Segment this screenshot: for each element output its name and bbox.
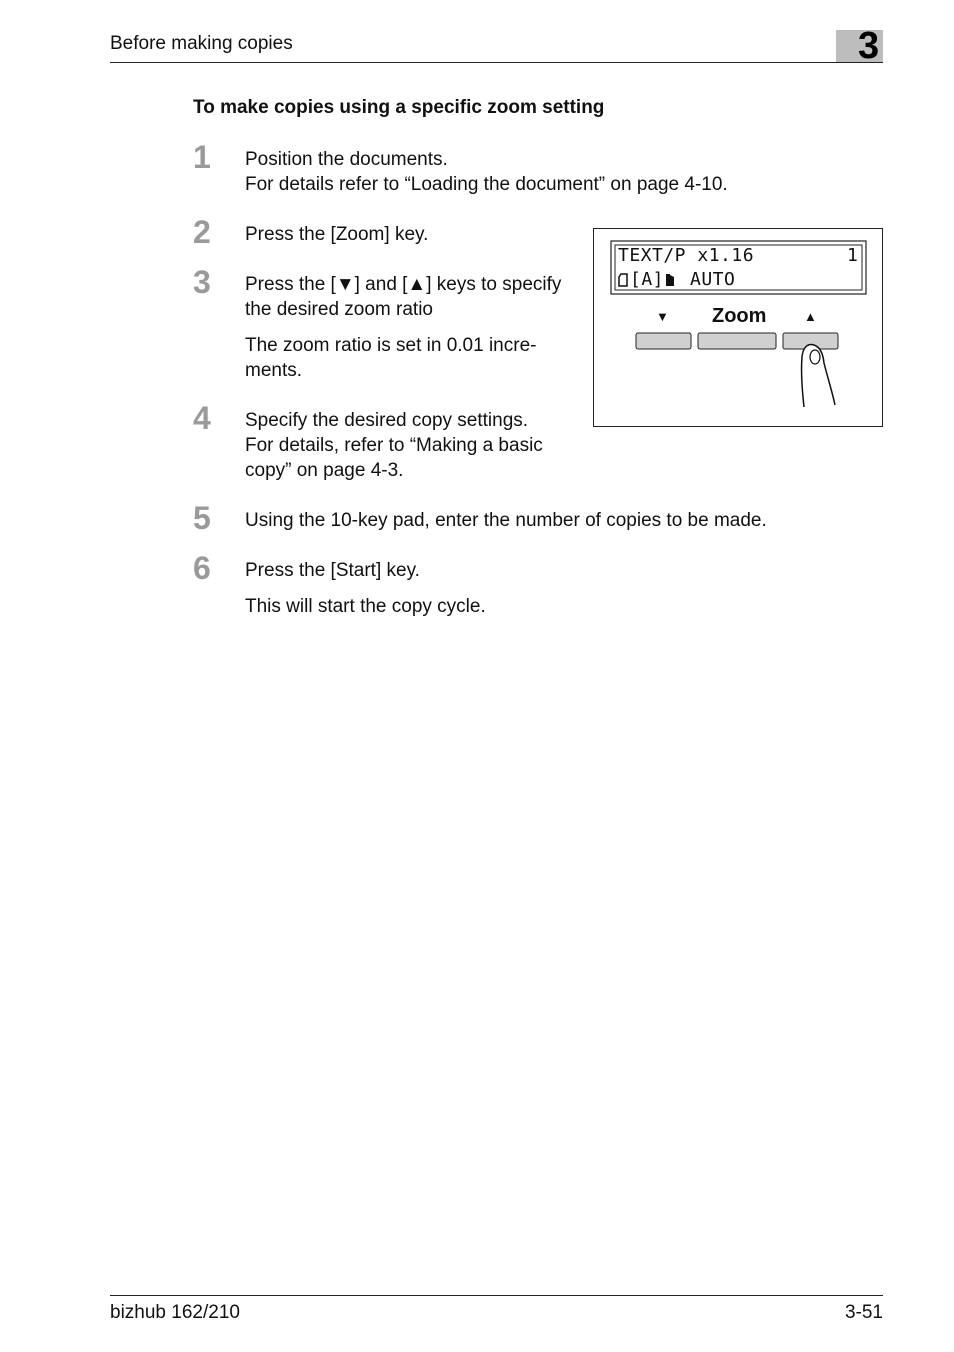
step-number-6: 6 bbox=[193, 550, 211, 586]
lcd-paper-mode: AUTO bbox=[690, 269, 736, 290]
step-6-note-line-1: This will start the copy cycle. bbox=[245, 596, 486, 617]
step-2-text bbox=[245, 222, 428, 247]
header-rule bbox=[110, 62, 883, 63]
step-6-text bbox=[245, 558, 420, 583]
step-3-note bbox=[245, 333, 536, 383]
step-2-line-1: Press the [Zoom] key. bbox=[245, 224, 429, 245]
up-arrow-icon: ▲ bbox=[804, 309, 817, 324]
step-3-note-line-1: The zoom ratio is set in 0.01 incre- bbox=[245, 335, 537, 356]
finger-drawing bbox=[802, 345, 835, 408]
running-header: Before making copies bbox=[110, 33, 293, 54]
footer-rule bbox=[110, 1295, 883, 1296]
step-1-line-1: Position the documents. bbox=[245, 149, 448, 170]
step-4-line-1: Specify the desired copy settings. bbox=[245, 410, 529, 431]
zoom-key-label: Zoom bbox=[712, 305, 767, 327]
chapter-number: 3 bbox=[858, 25, 880, 67]
step-4-line-3: copy” on page 4-3. bbox=[245, 460, 404, 481]
step-number-1: 1 bbox=[193, 139, 211, 175]
down-key bbox=[636, 333, 691, 349]
step-number-4: 4 bbox=[193, 400, 211, 436]
control-panel-illustration bbox=[593, 228, 883, 427]
step-6-line-1: Press the [Start] key. bbox=[245, 560, 420, 581]
step-6-note bbox=[245, 594, 486, 619]
step-3-line-1: Press the [▼] and [▲] keys to specify bbox=[245, 274, 562, 295]
step-3-text bbox=[245, 272, 561, 322]
step-3-line-2: the desired zoom ratio bbox=[245, 299, 433, 320]
footer-model: bizhub 162/210 bbox=[110, 1302, 240, 1323]
lcd-line-1: TEXT/P x1.16 bbox=[618, 245, 755, 266]
step-number-5: 5 bbox=[193, 500, 211, 536]
step-5-text bbox=[245, 508, 767, 533]
step-1-text bbox=[245, 147, 728, 197]
step-4-text bbox=[245, 408, 543, 483]
lcd-copies: 1 bbox=[847, 245, 859, 266]
step-3-note-line-2: ments. bbox=[245, 360, 303, 381]
step-number-2: 2 bbox=[193, 214, 211, 250]
lcd-paper-size: [A] bbox=[630, 269, 665, 290]
step-number-3: 3 bbox=[193, 264, 211, 300]
original-icon bbox=[619, 274, 627, 286]
step-5-line-1: Using the 10-key pad, enter the number of copies to be made. bbox=[245, 510, 767, 531]
down-arrow-icon: ▼ bbox=[656, 309, 669, 324]
zoom-key bbox=[698, 333, 776, 349]
step-1-line-2: For details refer to “Loading the document” on page 4-10. bbox=[245, 174, 728, 195]
step-4-line-2: For details, refer to “Making a basic bbox=[245, 435, 543, 456]
section-title: To make copies using a specific zoom setting bbox=[193, 97, 605, 118]
footer-page-number: 3-51 bbox=[844, 1302, 883, 1323]
